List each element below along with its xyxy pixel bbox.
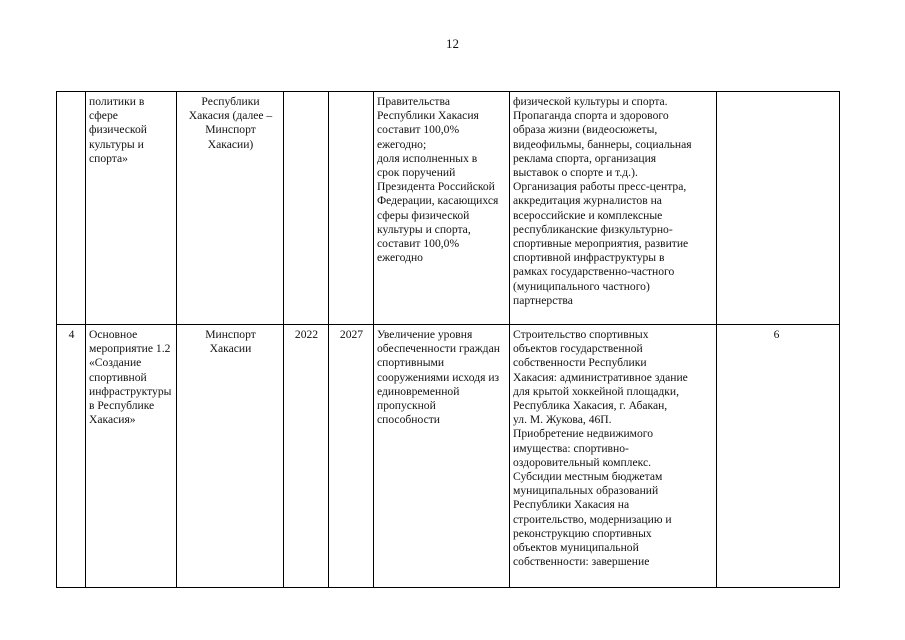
cell-executor: Республики Хакасия (далее – Минспорт Хакасии)	[177, 92, 284, 325]
cell-expected-result: Увеличение уровня обеспеченности граждан спортивными сооружениями исходя из единовременной пропускной способности	[374, 325, 510, 588]
cell-main-directions: Строительство спортивных объектов государственной собственности Республики Хакасия: административное здание для крытой хоккейной площадки, Республика Хакасия, г. Абакан, ул. М. Жукова, 46П. Приобретение недвижимого имущества: спортивно- оздоровительный комплекс. Субсидии местным бюджетам муниципальных образований Республики Хакасия на строительство, модернизацию и реконструкцию спортивных объектов муниципальной собственности: завершение	[510, 325, 717, 588]
cell-indicator-link: 6	[717, 325, 840, 588]
table-row	[57, 92, 840, 325]
cell-executor: Минспорт Хакасии	[177, 325, 284, 588]
cell-end-year	[329, 92, 374, 325]
page-number: 12	[446, 36, 459, 51]
program-table	[56, 91, 840, 588]
cell-end-year: 2027	[329, 325, 374, 588]
cell-expected-result: Правительства Республики Хакасия составит 100,0% ежегодно; доля исполненных в срок поручений Президента Российской Федерации, касающихся сферы физической культуры и спорта, составит 100,0% ежегодно	[374, 92, 510, 325]
cell-activity-name: Основное мероприятие 1.2 «Создание спортивной инфраструктуры в Республике Хакасия»	[86, 325, 177, 588]
cell-number: 4	[57, 325, 86, 588]
cell-number	[57, 92, 86, 325]
cell-start-year	[284, 92, 329, 325]
cell-start-year: 2022	[284, 325, 329, 588]
cell-indicator-link	[717, 92, 840, 325]
cell-main-directions: физической культуры и спорта. Пропаганда спорта и здорового образа жизни (видеосюжеты, видеофильмы, баннеры, социальная реклама спорта, организация выставок о спорте и т.д.). Организация работы пресс-центра, аккредитация журналистов на всероссийские и комплексные республиканские физкультурно- спортивные мероприятия, развитие спортивной инфраструктуры в рамках государственно-частного (муниципального частного) партнерства	[510, 92, 717, 325]
cell-activity-name: политики в сфере физической культуры и спорта»	[86, 92, 177, 325]
table-row	[57, 325, 840, 588]
